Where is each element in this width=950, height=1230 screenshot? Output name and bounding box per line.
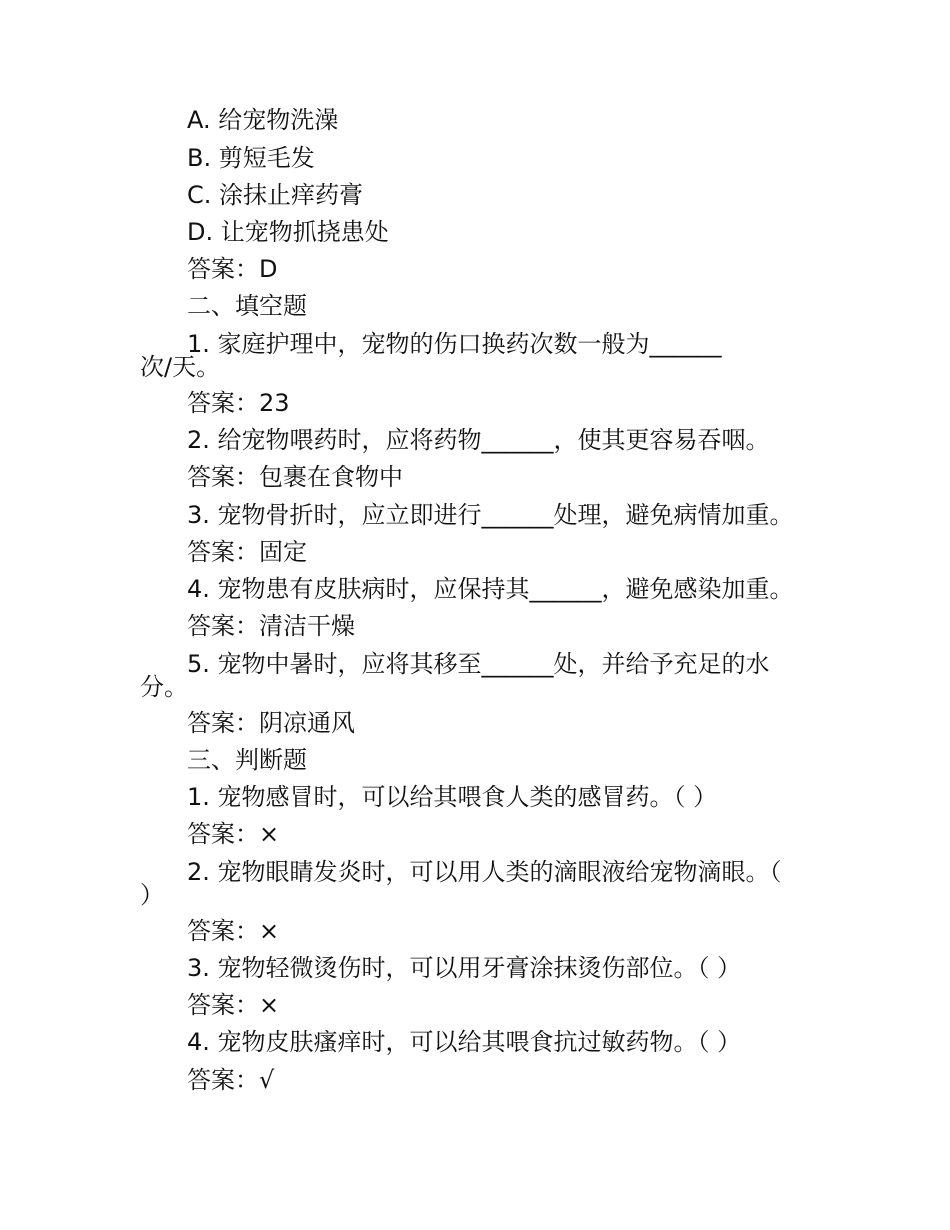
answer-tf-1: 答案：× (187, 820, 280, 848)
tf-question-2: 2. 宠物眼睛发炎时，可以用人类的滴眼液给宠物滴眼。（ (187, 858, 782, 886)
option-b: B. 剪短毛发 (187, 144, 315, 172)
tf-question-1: 1. 宠物感冒时，可以给其喂食人类的感冒药。（ ） (187, 783, 718, 811)
fill-question-2: 2. 给宠物喂药时，应将药物______，使其更容易吞咽。 (187, 426, 770, 454)
answer-fill-2: 答案：包裹在食物中 (187, 463, 403, 491)
fill-question-1: 1. 家庭护理中，宠物的伤口换药次数一般为______ (187, 330, 722, 358)
answer-tf-4: 答案：√ (187, 1066, 275, 1094)
fill-question-4: 4. 宠物患有皮肤病时，应保持其______，避免感染加重。 (187, 575, 794, 603)
fill-question-1-continued: 次/天。 (140, 353, 221, 381)
option-d: D. 让宠物抓挠患处 (187, 218, 389, 246)
tf-question-3: 3. 宠物轻微烫伤时，可以用牙膏涂抹烫伤部位。（ ） (187, 954, 742, 982)
answer-choice: 答案：D (187, 255, 278, 283)
fill-question-5-continued: 分。 (140, 673, 188, 701)
answer-fill-4: 答案：清洁干燥 (187, 612, 355, 640)
tf-question-4: 4. 宠物皮肤瘙痒时，可以给其喂食抗过敏药物。（ ） (187, 1028, 742, 1056)
tf-question-2-continued: ） (140, 881, 164, 909)
answer-tf-2: 答案：× (187, 917, 280, 945)
answer-fill-1: 答案：23 (187, 389, 290, 417)
fill-question-5: 5. 宠物中暑时，应将其移至______处，并给予充足的水 (187, 650, 770, 678)
option-c: C. 涂抹止痒药膏 (187, 181, 364, 209)
section-heading-fill-in: 二、填空题 (187, 292, 307, 320)
fill-question-3: 3. 宠物骨折时，应立即进行______处理，避免病情加重。 (187, 501, 794, 529)
answer-tf-3: 答案：× (187, 991, 280, 1019)
answer-fill-3: 答案：固定 (187, 538, 307, 566)
section-heading-true-false: 三、判断题 (187, 746, 307, 774)
option-a: A. 给宠物洗澡 (187, 106, 339, 134)
answer-fill-5: 答案：阴凉通风 (187, 709, 355, 737)
